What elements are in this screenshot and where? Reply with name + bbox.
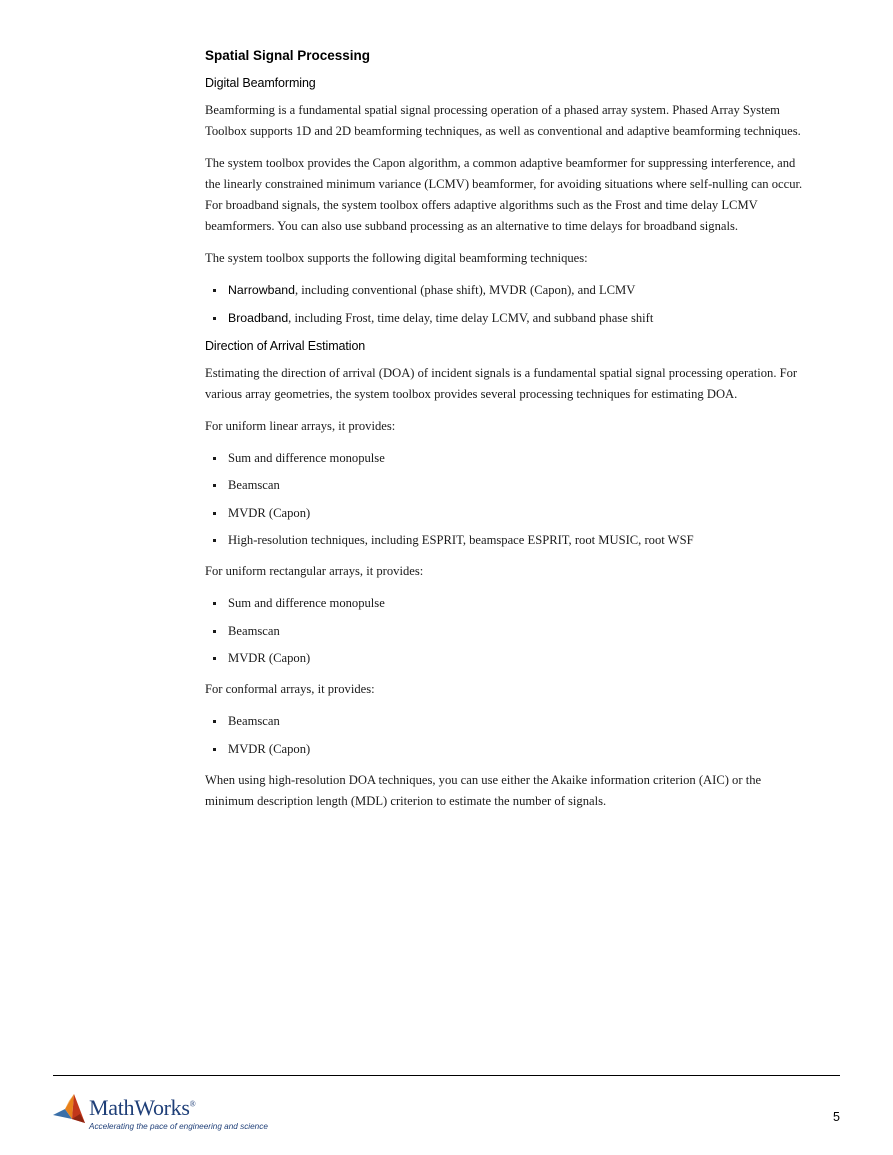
list-item: Sum and difference monopulse xyxy=(205,593,807,614)
list-item xyxy=(205,280,807,301)
list-item: Sum and difference monopulse xyxy=(205,448,807,469)
list-item: MVDR (Capon) xyxy=(205,648,807,669)
list-item-text: , including conventional (phase shift), MVDR (Capon), and LCMV xyxy=(295,283,636,297)
list-item-term: Broadband xyxy=(228,310,289,325)
beamforming-paragraph-3: The system toolbox supports the following digital beamforming techniques: xyxy=(205,251,588,265)
list-item: High-resolution techniques, including ESPRIT, beamspace ESPRIT, root MUSIC, root WSF xyxy=(205,530,807,551)
doa-heading: Direction of Arrival Estimation xyxy=(205,338,366,353)
ula-intro: For uniform linear arrays, it provides: xyxy=(205,418,396,433)
beamforming-technique-list xyxy=(205,280,807,329)
ura-intro: For uniform rectangular arrays, it provides: xyxy=(205,564,424,578)
footer-divider xyxy=(53,1075,840,1076)
ura-technique-list xyxy=(205,593,807,669)
logo-tagline: Accelerating the pace of engineering and science xyxy=(89,1122,268,1131)
conformal-technique-list xyxy=(205,711,807,760)
doa-paragraph-1: Estimating the direction of arrival (DOA) of incident signals is a fundamental spatial signal processing operation. For various array geometries, the system toolbox provides several processing techniques for estimating DOA. xyxy=(205,365,798,401)
conformal-intro: For conformal arrays, it provides: xyxy=(205,682,375,696)
section-title: Spatial Signal Processing xyxy=(205,48,371,63)
list-item: Beamscan xyxy=(205,711,807,732)
list-item: Beamscan xyxy=(205,621,807,642)
page-content xyxy=(205,48,807,823)
list-item: MVDR (Capon) xyxy=(205,739,807,760)
list-item: MVDR (Capon) xyxy=(205,503,807,524)
list-item xyxy=(205,308,807,329)
beamforming-paragraph-2: The system toolbox provides the Capon algorithm, a common adaptive beamformer for suppressing interference, and the linearly constrained minimum variance (LCMV) beamformer, for avoiding situations where self-nulling can occur. For broadband signals, the system toolbox offers adaptive algorithms such as the Frost and time delay LCMV beamformers. You can also use subband processing as an alternative to time delays for broadband signals. xyxy=(205,156,803,233)
digital-beamforming-heading: Digital Beamforming xyxy=(205,76,316,90)
list-item: Beamscan xyxy=(205,475,807,496)
beamforming-paragraph-1: Beamforming is a fundamental spatial signal processing operation of a phased array system. Phased Array System Toolbox supports 1D and 2D beamforming techniques, as well as conventional and adaptive beamforming techniques. xyxy=(205,103,801,138)
list-item-term: Narrowband xyxy=(228,283,295,297)
mathworks-logo xyxy=(52,1092,282,1136)
logo-wordmark: MathWorks® xyxy=(89,1095,196,1120)
membrane-logo-icon xyxy=(52,1092,88,1128)
ula-technique-list xyxy=(205,448,807,552)
list-item-text: , including Frost, time delay, time delay LCMV, and subband phase shift xyxy=(288,310,654,325)
doa-closing-paragraph: When using high-resolution DOA techniques, you can use either the Akaike information criterion (AIC) or the minimum description length (MDL) criterion to estimate the number of signals. xyxy=(205,772,762,808)
page-number: 5 xyxy=(833,1110,840,1124)
